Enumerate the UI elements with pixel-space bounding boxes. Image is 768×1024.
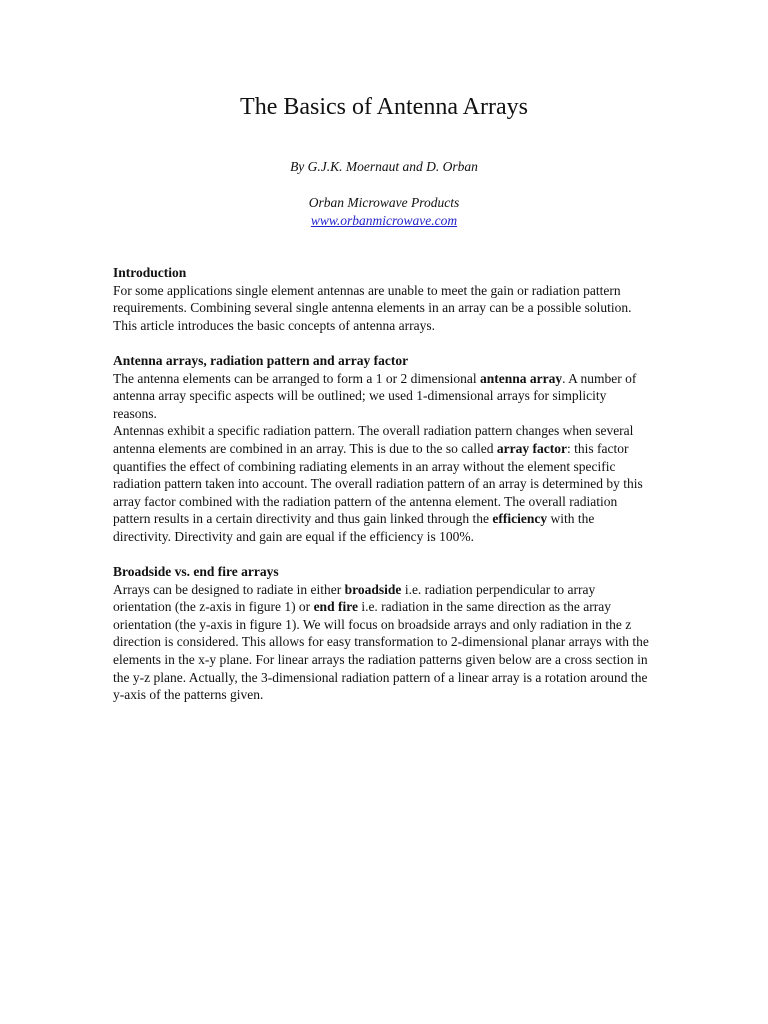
bold-term: efficiency (492, 511, 548, 527)
bold-term: end fire (313, 599, 358, 615)
spacer (113, 334, 653, 352)
text-run: The antenna elements can be arranged to form a 1 or 2 dimensional (113, 370, 480, 386)
text-run: with the directivity. Directivity and gain are equal if the efficiency is 100%. (113, 511, 595, 544)
section-heading: Broadside vs. end fire arrays (113, 564, 279, 580)
paragraph (113, 370, 653, 423)
text-run: i.e. radiation in the same direction as the array orientation (the y-axis in figure 1). We will focus on broadside arrays and only radiation in the z direction is considered. This allows for easy transformation to 2-dimensional planar arrays with the elements in the x-y plane. For linear arrays the radiation patterns given below are a cross section in the y-z plane. Actually, the 3-dimensional radiation pattern of a linear array is a rotation around the y-axis of the patterns given. (113, 599, 649, 703)
author-byline: By G.J.K. Moernaut and D. Orban (290, 159, 478, 174)
paragraph (113, 581, 653, 704)
text-run: Arrays can be designed to radiate in either (113, 581, 345, 597)
section-heading: Introduction (113, 265, 187, 280)
website-line (0, 212, 768, 230)
paragraph: For some applications single element antennas are unable to meet the gain or radiation pattern requirements. Combining several single antenna elements in an array can be a possible solution. This article introduces the basic concepts of antenna arrays. (113, 282, 632, 333)
section-antenna-arrays (113, 352, 653, 546)
text-run: Antennas exhibit a specific radiation pattern. The overall radiation pattern changes when several antenna elements are combined in an array. This is due to the so called (113, 423, 634, 456)
text-run: i.e. radiation perpendicular to array orientation (the z-axis in figure 1) or (113, 581, 596, 615)
spacer (113, 546, 653, 564)
document-body (113, 264, 653, 704)
paragraph (113, 422, 653, 545)
affiliation: Orban Microwave Products (308, 195, 460, 210)
website-link[interactable]: www.orbanmicrowave.com (310, 213, 458, 228)
text-run: . A number of antenna array specific aspects will be outlined; we used 1-dimensional arrays for simplicity reasons. (113, 370, 637, 421)
document-title: The Basics of Antenna Arrays (240, 94, 528, 120)
section-heading: Antenna arrays, radiation pattern and array factor (113, 352, 409, 368)
bold-term: broadside (344, 581, 402, 597)
section-broadside (113, 563, 653, 704)
bold-term: antenna array (480, 370, 563, 386)
text-run: : this factor quantifies the effect of combining radiating elements in an array without the element specific radiation pattern taken into account. The overall radiation pattern of an array is determined by this array factor combined with the radiation pattern of the antenna element. The overall radiation pattern results in a certain directivity and thus gain linked through the (113, 440, 643, 527)
section-introduction (113, 264, 653, 334)
bold-term: array factor (496, 440, 567, 456)
